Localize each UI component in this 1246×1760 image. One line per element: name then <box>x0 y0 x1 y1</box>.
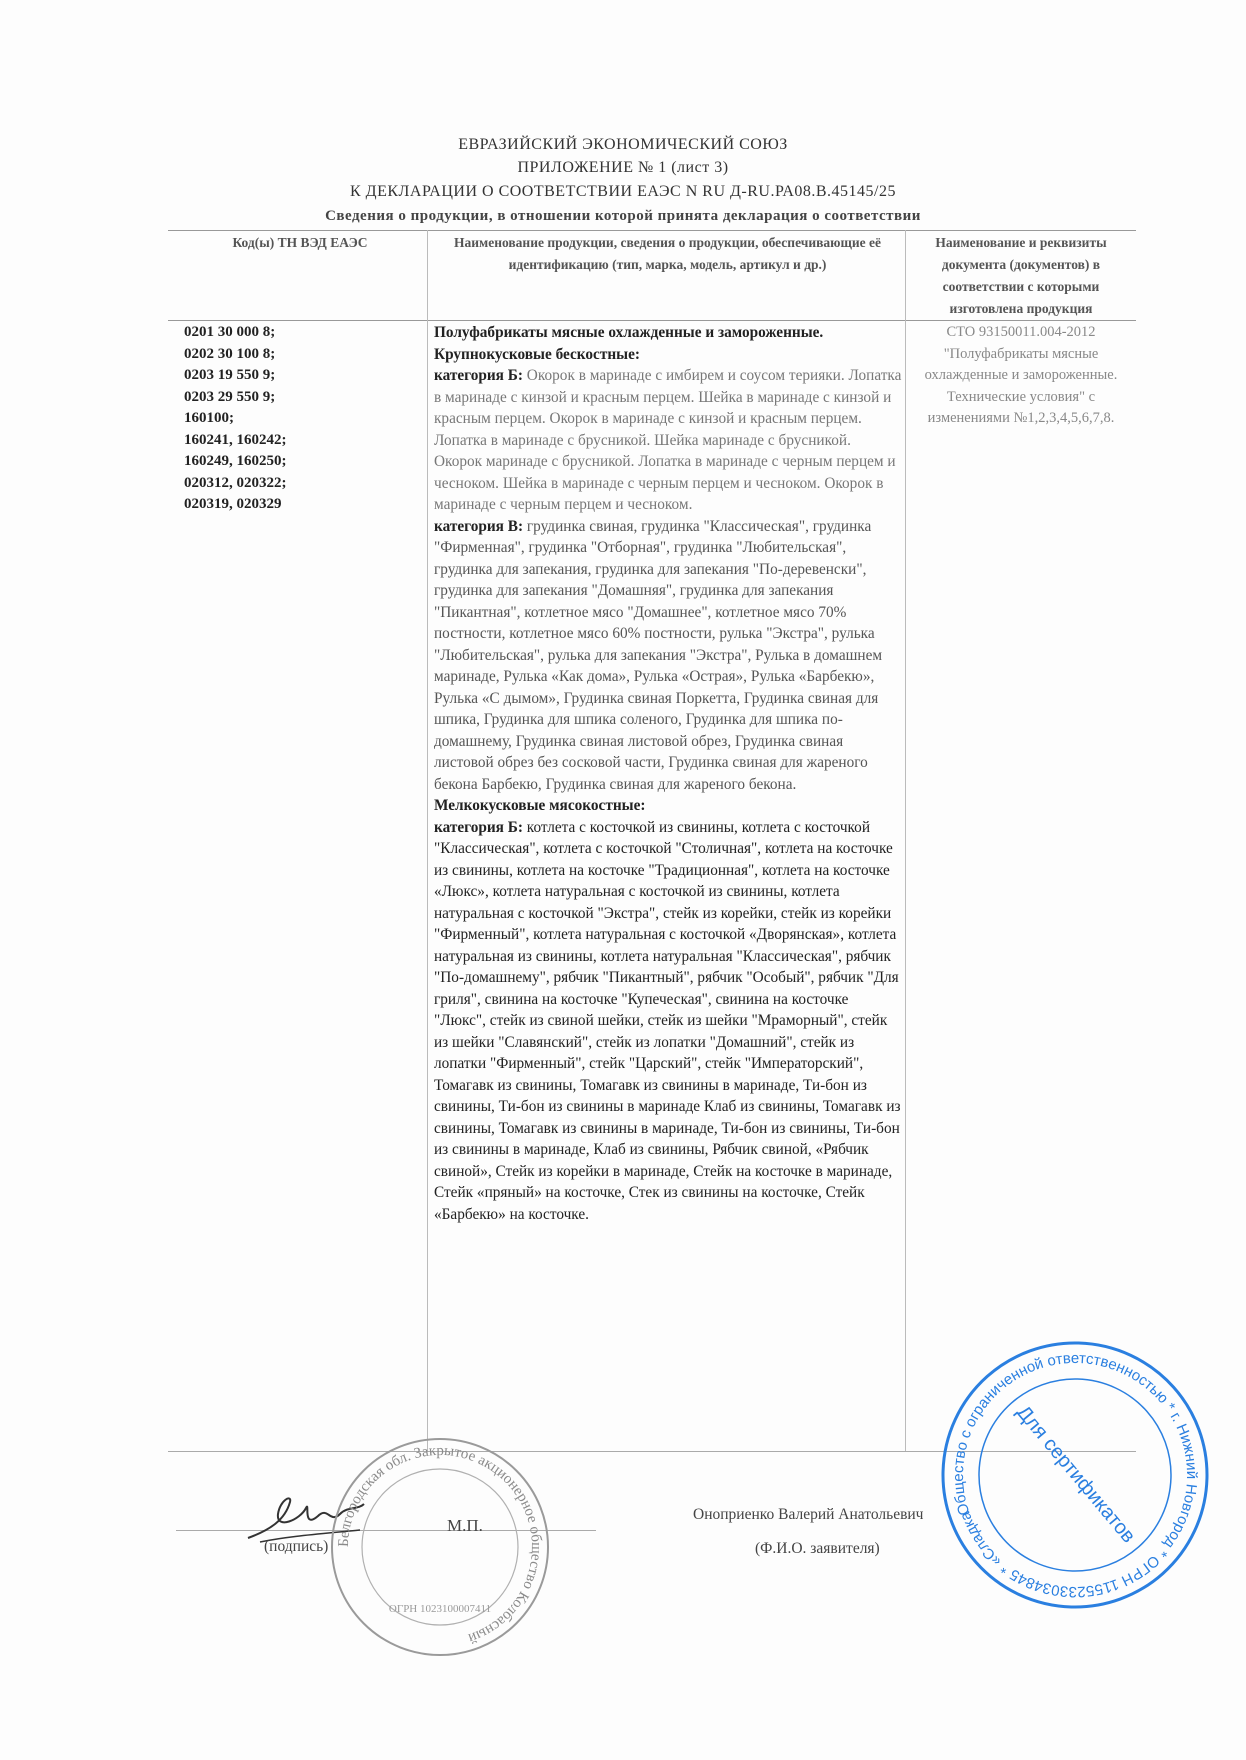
signature-label: (подпись) <box>264 1538 329 1555</box>
table-caption: Сведения о продукции, в отношении которой принята декларация о соответствии <box>325 208 921 224</box>
code-item: 0203 19 550 9; <box>184 367 276 383</box>
appendix-title: ПРИЛОЖЕНИЕ № 1 (лист 3) <box>517 159 729 176</box>
code-item: 0203 29 550 9; <box>184 388 276 405</box>
product-description <box>434 322 902 1225</box>
applicant-label: (Ф.И.О. заявителя) <box>755 1540 880 1557</box>
column-header-product: Наименование продукции, сведения о продукции, обеспечивающие её идентификацию (тип, марка, модель, артикул и др.) <box>453 235 881 272</box>
product-subheading: Мелкокусковые мясокостные: <box>434 797 646 814</box>
header-divider <box>168 320 1136 321</box>
code-item: 0201 30 000 8; <box>184 324 276 340</box>
applicant-name: Оноприенко Валерий Анатольевич <box>693 1506 924 1523</box>
table-top-border <box>168 230 1136 231</box>
category-v-products: грудинка свиная, грудинка "Классическая", грудинка "Фирменная", грудинка "Отборная", грудинка "Любительская", грудинка для запекания, грудинка для запекания "По-деревенски", грудинка для запекания "Домашняя", грудинка для запекания "Пикантная", котлетное мясо "Домашнее", котлетное мясо 70% постности, котлетное мясо 60% постности, рулька "Экстра", рулька "Любительская", рулька для запекания "Экстра", Рулька в домашнем маринаде, Рулька «Как дома», Рулька «Острая», Рулька «Барбекю», Рулька «С дымом», Грудинка свиная Поркетта, Грудинка свиная для шпика, Грудинка для шпика соленого, Грудинка для шпика по-домашнему, Грудинка свиная листовой обрез, Грудинка свиная листовой обрез без сосковой части, Грудинка свиная для жареного бекона Барбекю, Грудинка свиная для жареного бекона. <box>434 517 883 793</box>
seal-label: М.П. <box>447 1516 483 1535</box>
column-header-document: Наименование и реквизиты документа (документов) в соответствии с которыми изготовлена продукция <box>935 235 1107 316</box>
code-item: 020312, 020322; <box>184 474 287 491</box>
code-item: 160100; <box>184 410 234 426</box>
tn-ved-codes <box>184 322 424 516</box>
column-divider-1 <box>427 230 428 1451</box>
code-item: 160241, 160242; <box>184 431 287 448</box>
category-b-products: Окорок в маринаде с имбирем и соусом терияки. Лопатка в маринаде с кинзой и красным перцем. Шейка в маринаде с кинзой и красным перцем. Окорок в маринаде с кинзой и красным перцем. Лопатка в маринаде с брусникой. Шейка маринаде с брусникой. Окорок маринаде с брусникой. Лопатка в маринаде с черным перцем и чесноком. Шейка в маринаде с черным перцем и чесноком. Окорок в маринаде с черным перцем и чесноком. <box>434 367 902 513</box>
category-v-label: категория В: <box>434 517 524 535</box>
gray-seal-outer-text: Белгородская обл. Закрытое акционерное общество Колбасный <box>335 1442 545 1647</box>
product-heading: Полуфабрикаты мясные охлажденные и замороженные. Крупнокусковые бескостные: <box>434 324 824 363</box>
union-title: ЕВРАЗИЙСКИЙ ЭКОНОМИЧЕСКИЙ СОЮЗ <box>458 136 788 153</box>
blue-stamp-outer-text: Общество с ограниченной ответственностью * г. Нижний Новгород * ОГРН 1155233034845 * «Сладкая <box>949 1349 1201 1601</box>
code-item: 020319, 020329 <box>184 496 282 512</box>
column-divider-2 <box>905 230 906 1451</box>
column-header-codes: Код(ы) ТН ВЭД ЕАЭС <box>232 235 368 250</box>
code-item: 160249, 160250; <box>184 453 287 469</box>
company-seal-gray <box>325 1432 555 1662</box>
company-stamp-blue <box>930 1330 1220 1620</box>
gray-seal-inner-text: ОГРН 1023100007411 <box>388 1603 492 1615</box>
category-b-label: категория Б: <box>434 367 523 384</box>
code-item: 0202 30 100 8; <box>184 345 276 362</box>
blue-stamp-center-text: Для сертификатов <box>1012 1401 1140 1548</box>
declaration-number: К ДЕКЛАРАЦИИ О СООТВЕТСТВИИ ЕАЭС N RU Д-RU.РА08.В.45145/25 <box>350 183 896 200</box>
svg-text:Белгородская обл. Закрытое акц <box>336 1443 544 1646</box>
category-b2-label: категория Б: <box>434 818 523 836</box>
standard-document-reference: СТО 93150011.004-2012 "Полуфабрикаты мясные охлажденные и замороженные. Технические условия" с изменениями №1,2,3,4,5,6,7,8. <box>924 324 1118 426</box>
category-b2-products: котлета с косточкой из свинины, котлета с косточкой "Классическая", котлета с косточкой "Столичная", котлета на косточке из свинины, котлета на косточке "Традиционная", котлета на косточке «Люкс», котлета натуральная с косточкой из свинины, котлета натуральная с косточкой "Экстра", стейк из корейки, стейк из корейки "Фирменный", котлета натуральная с косточкой «Дворянская», котлета натуральная из свинины, котлета натуральная "Классическая", рябчик "По-домашнему", рябчик "Пикантный", рябчик "Особый", рябчик "Для гриля", свинина на косточке "Купеческая", свинина на косточке "Люкс", стейк из свиной шейки, стейк из шейки "Мраморный", стейк из шейки "Славянский", стейк из лопатки "Домашний", стейк из лопатки "Фирменный", стейк "Царский", стейк "Императорский", Томагавк из свинины, Томагавк из свинины в маринаде, Ти-бон из свинины, Ти-бон из свинины в маринаде Клаб из свинины, Томагавк из свинины, Томагавк из свинины в маринаде, Ти-бон из свинины, Ти-бон из свинины в маринаде, Клаб из свинины, Рябчик свиной, «Рябчик свиной», Стейк из корейки в маринаде, Стейк на косточке в маринаде, Стейк «пряный» на косточке, Стек из свинины на косточке, Стейк «Барбекю» на косточке. <box>434 818 901 1223</box>
